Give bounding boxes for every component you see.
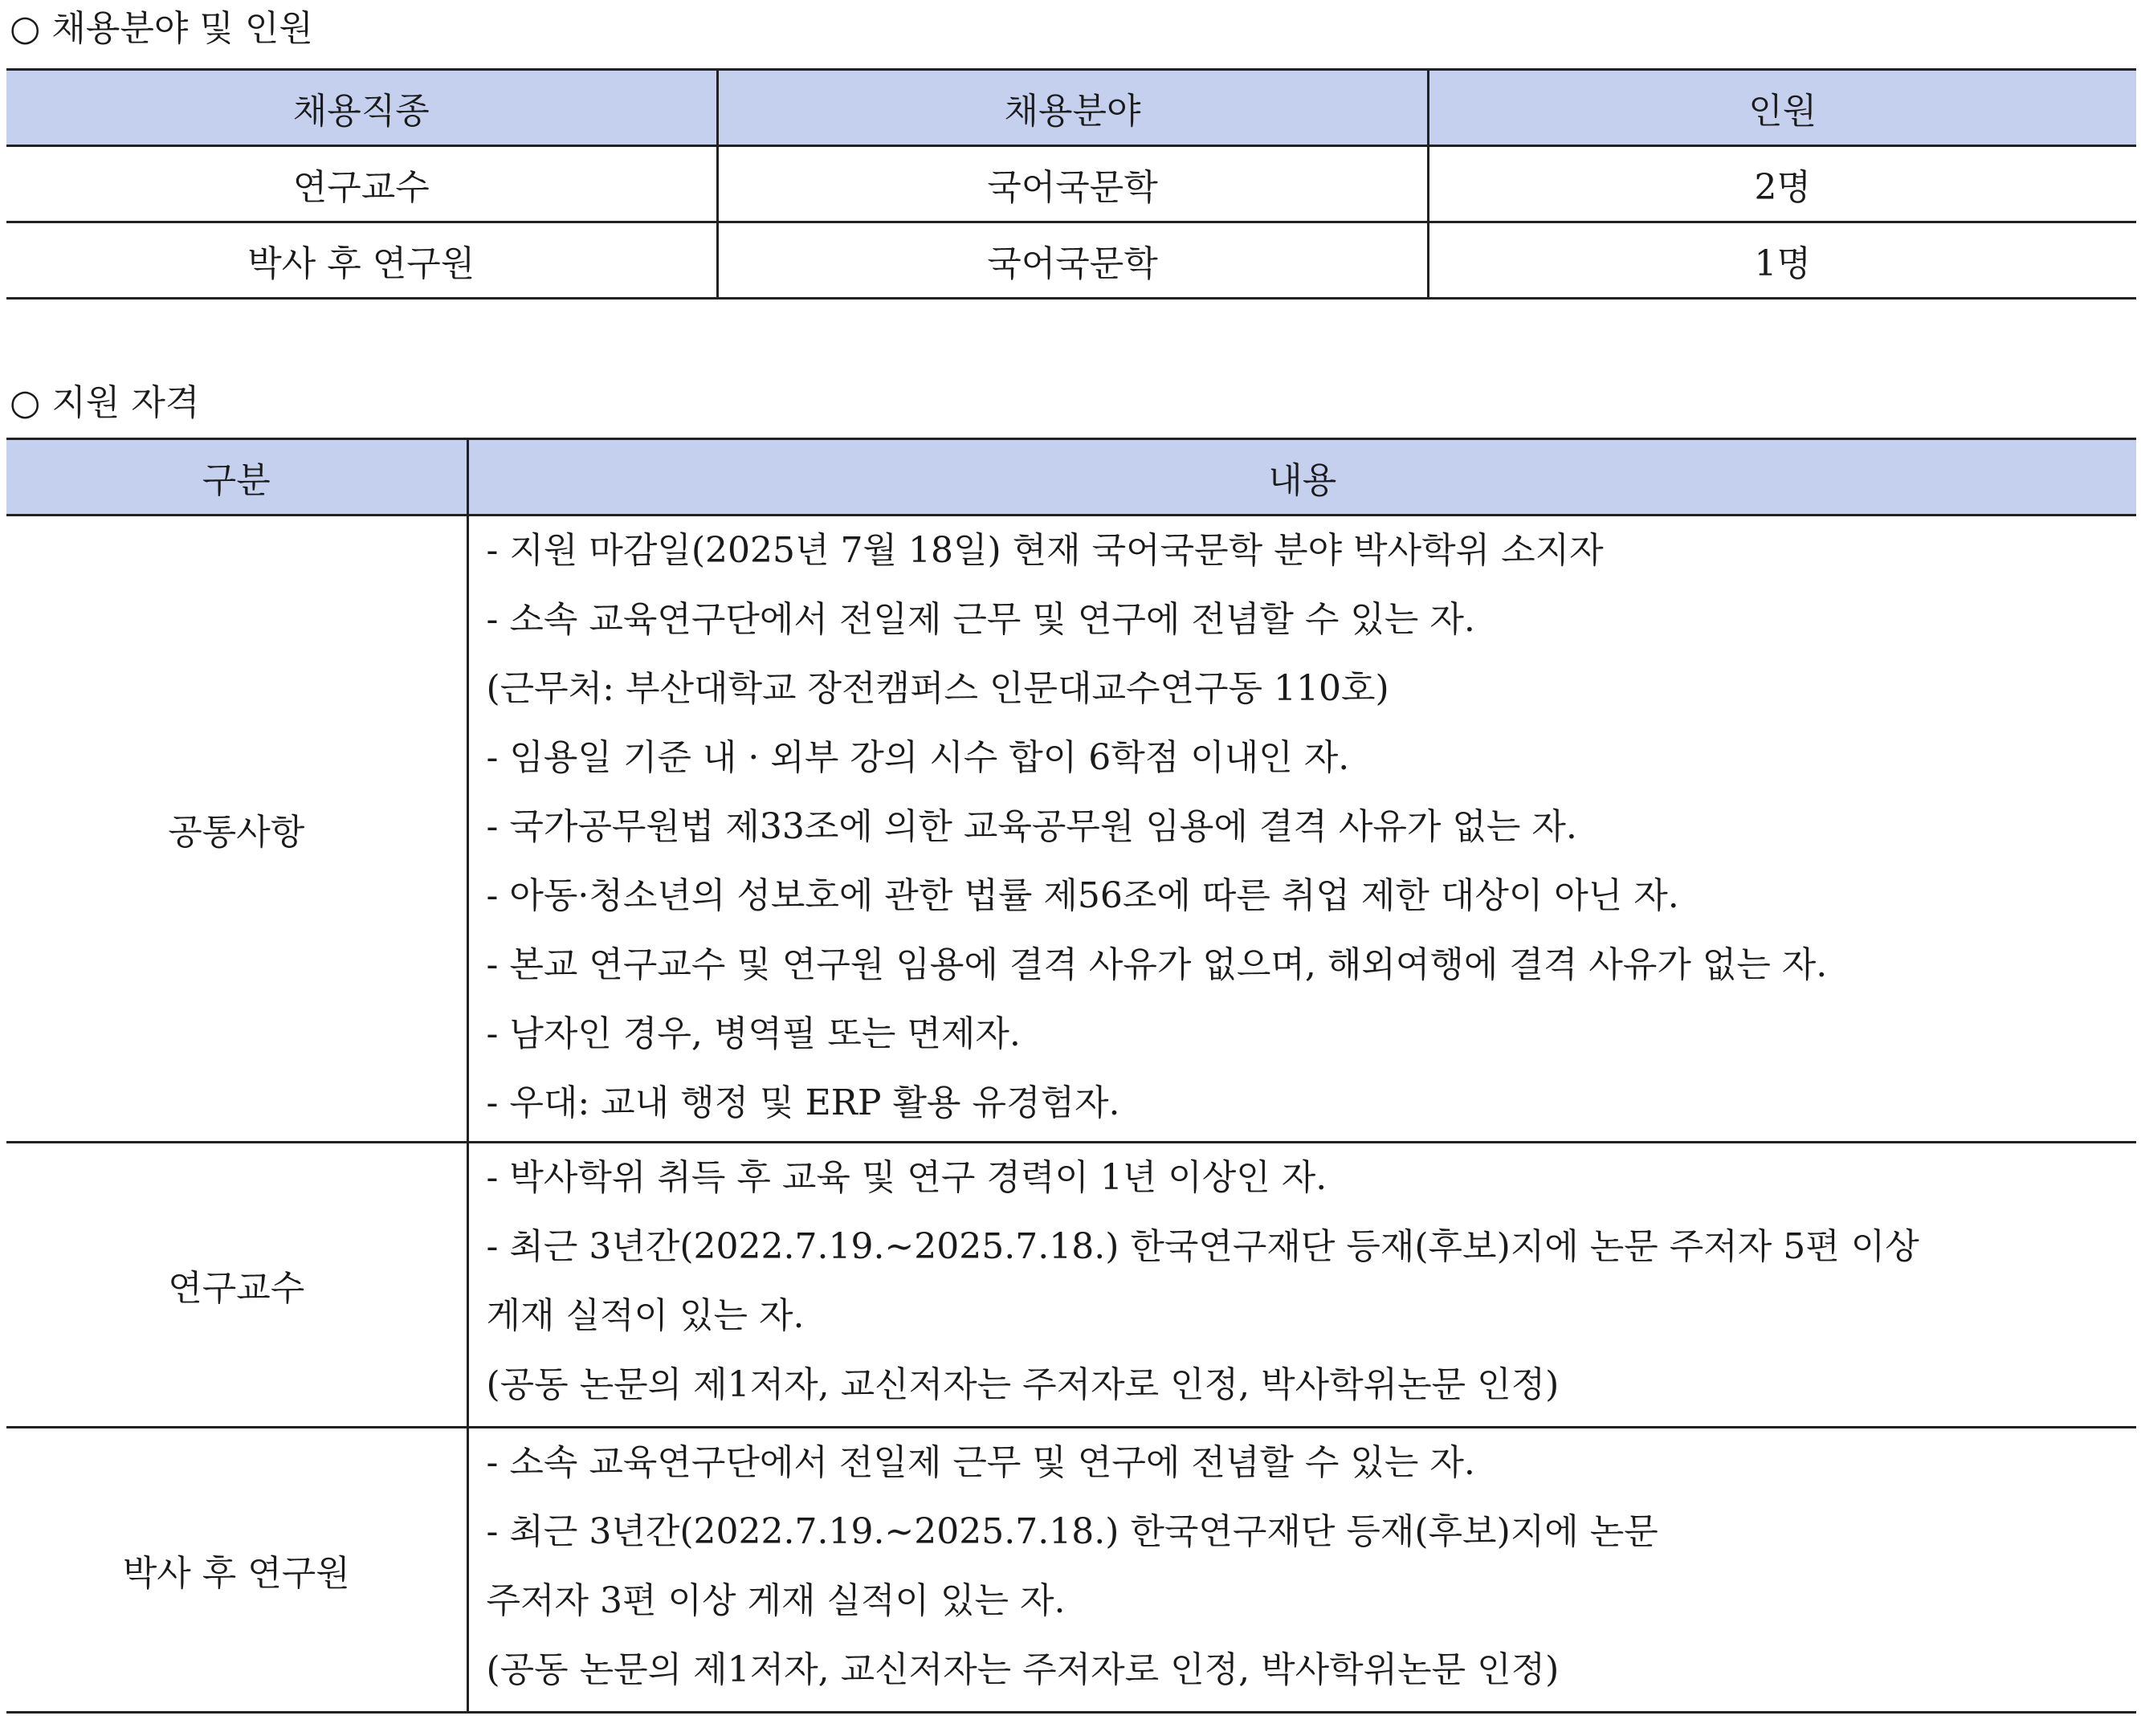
qualifications-table	[6, 438, 2136, 1714]
category-cell-professor: 연구교수	[6, 1143, 467, 1428]
count-cell: 2명	[1428, 146, 2136, 222]
content-line: 게재 실적이 있는 자.	[486, 1295, 805, 1336]
header-category: 구분	[6, 439, 467, 516]
content-cell-common	[467, 516, 2136, 1143]
header-field: 채용분야	[717, 70, 1428, 146]
content-cell-postdoc	[467, 1428, 2136, 1713]
count-cell: 1명	[1428, 222, 2136, 299]
content-line: - 최근 3년간(2022.7.19.~2025.7.18.) 한국연구재단 등재(후보)지에 논문 주저자 5편 이상	[486, 1226, 1919, 1267]
content-line: - 본교 연구교수 및 연구원 임용에 결격 사유가 없으며, 해외여행에 결격 사유가 없는 자.	[486, 944, 1828, 985]
content-line: (공동 논문의 제1저자, 교신저자는 주저자로 인정, 박사학위논문 인정)	[486, 1364, 1560, 1405]
section-title-recruitment: ○ 채용분야 및 인원	[10, 8, 313, 49]
content-cell-professor	[467, 1143, 2136, 1428]
content-line: - 아동·청소년의 성보호에 관한 법률 제56조에 따른 취업 제한 대상이 아닌 자.	[486, 875, 1679, 916]
job-type-cell: 박사 후 연구원	[6, 222, 717, 299]
table-header-row	[6, 70, 2136, 146]
table-row	[6, 222, 2136, 299]
content-line: (공동 논문의 제1저자, 교신저자는 주저자로 인정, 박사학위논문 인정)	[486, 1649, 1560, 1690]
header-job-type: 채용직종	[6, 70, 717, 146]
table-header-row	[6, 439, 2136, 516]
content-line: - 최근 3년간(2022.7.19.~2025.7.18.) 한국연구재단 등재(후보)지에 논문	[486, 1511, 1658, 1552]
content-line: - 지원 마감일(2025년 7월 18일) 현재 국어국문학 분야 박사학위 소지자	[486, 530, 1604, 571]
field-cell: 국어국문학	[717, 146, 1428, 222]
header-count: 인원	[1428, 70, 2136, 146]
category-cell-postdoc: 박사 후 연구원	[6, 1428, 467, 1713]
content-line: - 국가공무원법 제33조에 의한 교육공무원 임용에 결격 사유가 없는 자.	[486, 806, 1577, 847]
table-row	[6, 516, 2136, 1143]
section-title-qualifications: ○ 지원 자격	[10, 382, 200, 423]
content-line: - 남자인 경우, 병역필 또는 면제자.	[486, 1013, 1021, 1054]
field-cell: 국어국문학	[717, 222, 1428, 299]
table-row	[6, 146, 2136, 222]
table-row	[6, 1428, 2136, 1713]
category-cell-common: 공통사항	[6, 516, 467, 1143]
content-line: - 소속 교육연구단에서 전일제 근무 및 연구에 전념할 수 있는 자.	[486, 599, 1475, 640]
job-type-cell: 연구교수	[6, 146, 717, 222]
content-line: 주저자 3편 이상 게재 실적이 있는 자.	[486, 1580, 1066, 1621]
content-line: - 임용일 기준 내 · 외부 강의 시수 합이 6학점 이내인 자.	[486, 737, 1350, 778]
content-line: - 우대: 교내 행정 및 ERP 활용 유경험자.	[486, 1082, 1120, 1123]
table-row	[6, 1143, 2136, 1428]
content-line: - 박사학위 취득 후 교육 및 연구 경력이 1년 이상인 자.	[486, 1157, 1327, 1198]
content-line: (근무처: 부산대학교 장전캠퍼스 인문대교수연구동 110호)	[486, 668, 1389, 709]
header-content: 내용	[467, 439, 2136, 516]
content-line: - 소속 교육연구단에서 전일제 근무 및 연구에 전념할 수 있는 자.	[486, 1442, 1475, 1483]
recruitment-table	[6, 68, 2136, 300]
